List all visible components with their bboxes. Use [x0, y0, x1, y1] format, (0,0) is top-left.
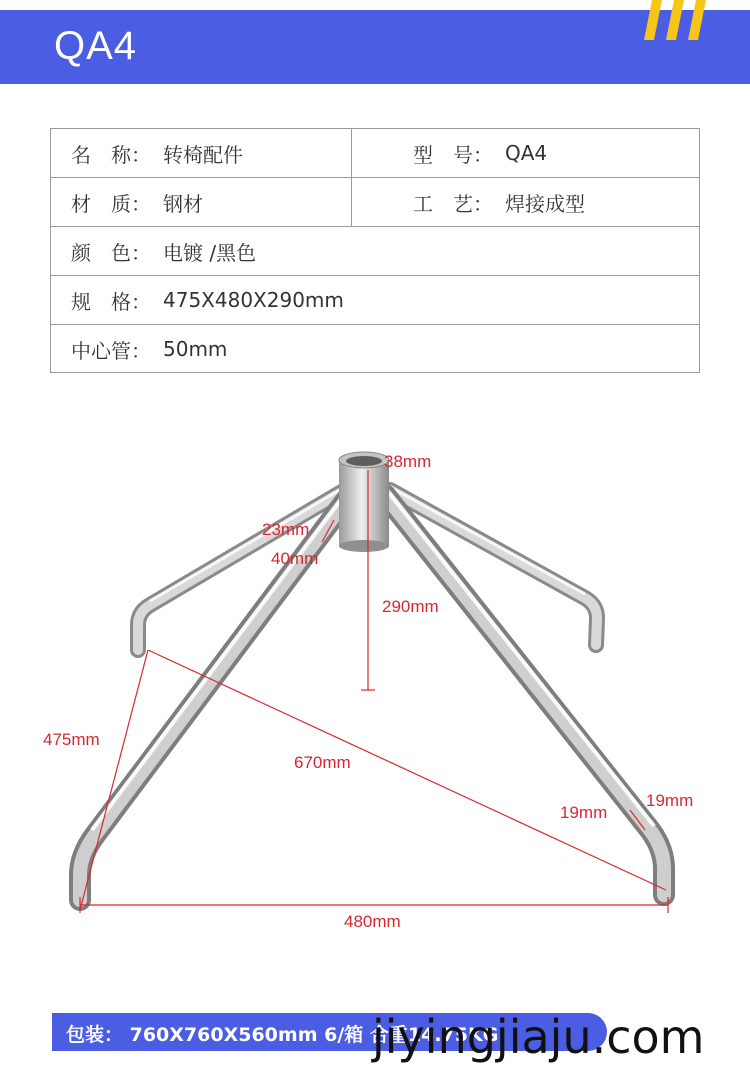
dim-480mm: 480mm: [344, 912, 401, 931]
material-value: 钢材: [163, 191, 203, 216]
watermark: jiyingjiaju.com: [372, 1010, 705, 1064]
table-divider: [351, 129, 352, 227]
dim-38mm: 38mm: [384, 452, 432, 471]
dim-19mm-left: 19mm: [560, 803, 608, 822]
tube-label: 中心管：: [71, 338, 151, 363]
spec-row-material: [51, 178, 699, 227]
color-label: 颜 色：: [71, 240, 151, 265]
product-title: QA4: [54, 24, 138, 68]
header-banner: [0, 10, 750, 84]
name-label: 名 称：: [71, 142, 151, 167]
dim-40mm: 40mm: [271, 549, 319, 568]
front-right-leg: [385, 493, 664, 895]
process-label: 工 艺：: [413, 191, 493, 216]
dim-475mm: 475mm: [43, 730, 100, 749]
color-value: 电镀 /黑色: [163, 240, 257, 265]
chair-base-diagram: [0, 400, 750, 990]
tube-value: 50mm: [163, 337, 228, 361]
size-label: 规 格：: [71, 289, 151, 314]
packing-info: 包装： 760X760X560mm 6/箱 合重14.75KG: [66, 1024, 499, 1046]
spec-table: [50, 128, 700, 373]
stripes-decoration: [640, 0, 720, 40]
spec-row-name: [51, 129, 699, 178]
name-value: 转椅配件: [163, 142, 243, 167]
size-value: 475X480X290mm: [163, 288, 344, 312]
dim-23mm: 23mm: [262, 520, 310, 539]
dim-290mm: 290mm: [382, 597, 439, 616]
process-value: 焊接成型: [505, 191, 585, 216]
spec-row-size: [51, 276, 699, 325]
model-label: 型 号：: [413, 142, 493, 167]
dim-670mm: 670mm: [294, 753, 351, 772]
model-value: QA4: [505, 141, 548, 165]
spec-row-tube: [51, 325, 699, 373]
spec-row-color: [51, 227, 699, 276]
dim-19mm-right: 19mm: [646, 791, 694, 810]
material-label: 材 质：: [71, 191, 151, 216]
center-tube: [339, 452, 389, 552]
